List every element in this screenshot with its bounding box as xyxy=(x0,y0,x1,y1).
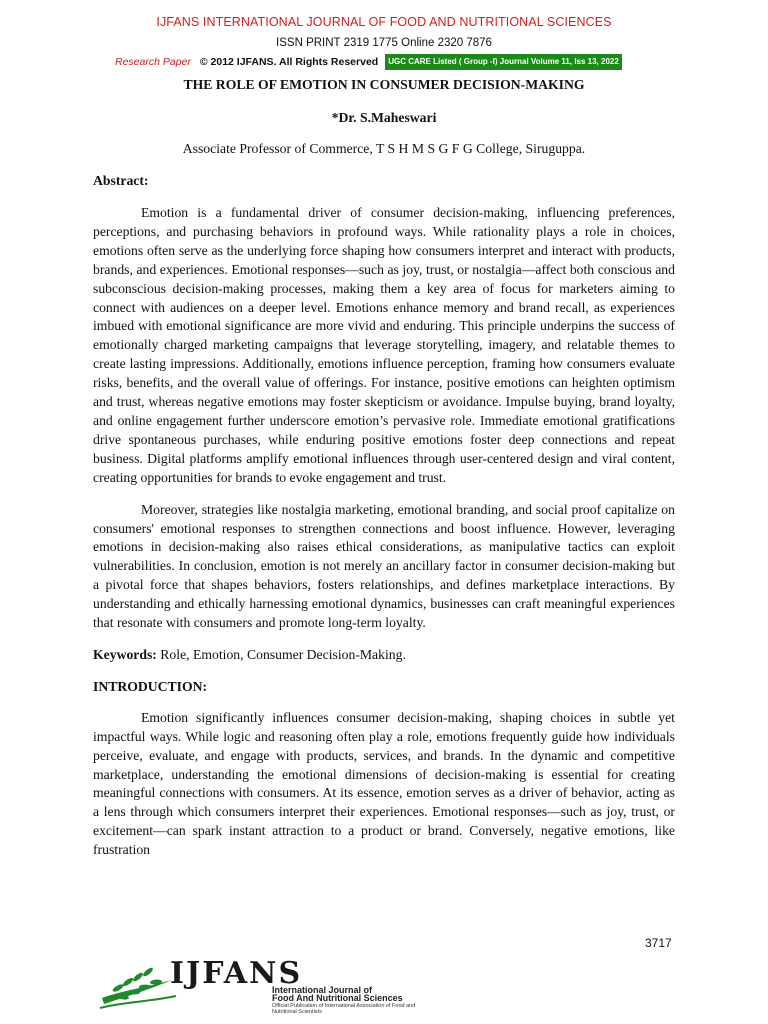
article-body xyxy=(93,172,675,860)
publication-info-line xyxy=(115,54,622,70)
author-affiliation: Associate Professor of Commerce, T S H M S G F G College, Siruguppa. xyxy=(182,141,586,156)
abstract-heading: Abstract: xyxy=(93,173,149,188)
page-number: 3717 xyxy=(645,936,672,950)
article-title: THE ROLE OF EMOTION IN CONSUMER DECISION-MAKING xyxy=(183,77,585,92)
logo-subtitle-2: Food And Nutritional Sciences xyxy=(272,993,403,1003)
journal-logo xyxy=(98,958,418,1018)
logo-wordmark: IJFANS xyxy=(170,956,303,991)
wheat-icon xyxy=(98,958,178,1018)
introduction-heading: INTRODUCTION: xyxy=(93,678,208,694)
keywords-label: Keywords: xyxy=(93,646,157,662)
article-author: *Dr. S.Maheswari xyxy=(331,110,437,125)
issn-line: ISSN PRINT 2319 1775 Online 2320 7876 xyxy=(276,37,492,49)
paper-type: Research Paper xyxy=(115,56,191,68)
abstract-paragraph-2: Moreover, strategies like nostalgia marketing, emotional branding, and social proof capitalize on consumers' emotional responses to strengthen connections and boost influence. However, leveraging emotions in decision-making also raises ethical considerations, as manipulative tactics can exploit vulnerabilities. In conclusion, emotion is not merely an ancillary factor in consumer decision-making but a pivotal force that shapes behaviors, fosters relationships, and defines marketplace interactions. By understanding and ethically harnessing emotional dynamics, businesses can craft meaningful experiences that resonate with consumers and promote long-term loyalty. xyxy=(93,501,675,631)
keywords-line xyxy=(93,646,675,665)
logo-subtitle-3: Official Publication of International Association of Food and Nutritional Scientists xyxy=(272,1003,416,1015)
copyright-notice: © 2012 IJFANS. All Rights Reserved xyxy=(199,56,379,68)
keywords-text: Role, Emotion, Consumer Decision-Making. xyxy=(156,646,406,662)
abstract-paragraph-1: Emotion is a fundamental driver of consumer decision-making, influencing preferences, perceptions, and purchasing behaviors in profound ways. While rationality plays a role in choices, emotions often serve as the underlying force shaping how consumers interpret and interact with products, brands, and experiences. Emotional responses—such as joy, trust, or nostalgia—affect both conscious and subconscious decision-making processes, making them a key area of focus for marketers aiming to connect with audiences on a deeper level. Emotions enhance memory and brand recall, as experiences imbued with emotional significance are more vivid and enduring. This principle underpins the success of emotionally charged marketing campaigns that leverage storytelling, imagery, and relatable themes to create lasting impressions. Additionally, emotions influence perception, framing how consumers evaluate risks, benefits, and the overall value of offerings. For instance, positive emotions can heighten optimism and trust, whereas negative emotions may foster skepticism or avoidance. Impulse buying, brand loyalty, and online engagement further underscore emotion’s pervasive role. Immediate emotional gratifications drive spontaneous purchases, while enduring positive emotions foster deep connections and repeat business. Digital platforms amplify emotional influences through user-centered design and viral content, creating opportunities for brands to evoke engagement and trust. xyxy=(93,205,675,485)
ugc-care-badge: UGC CARE Listed ( Group -I) Journal Volume 11, Iss 13, 2022 xyxy=(385,54,622,70)
logo-subtitle-1: International Journal of xyxy=(272,985,373,995)
journal-name: IJFANS INTERNATIONAL JOURNAL OF FOOD AND NUTRITIONAL SCIENCES xyxy=(156,15,612,29)
introduction-paragraph-1: Emotion significantly influences consumer decision-making, shaping choices in subtle yet impactful ways. While logic and reasoning often play a role, emotions frequently guide how individuals perceive, evaluate, and engage with products, services, and brands. In the dynamic and competitive marketplace, understanding the emotional dimensions of decision-making is essential for creating meaningful connections with consumers. At its essence, emotion serves as a driver of behavior, acting as a lens through which consumers interpret their experiences. Emotional responses—such as joy, trust, or excitement—can spark instant attraction to a product or brand. Conversely, negative emotions, like frustration xyxy=(93,709,675,858)
